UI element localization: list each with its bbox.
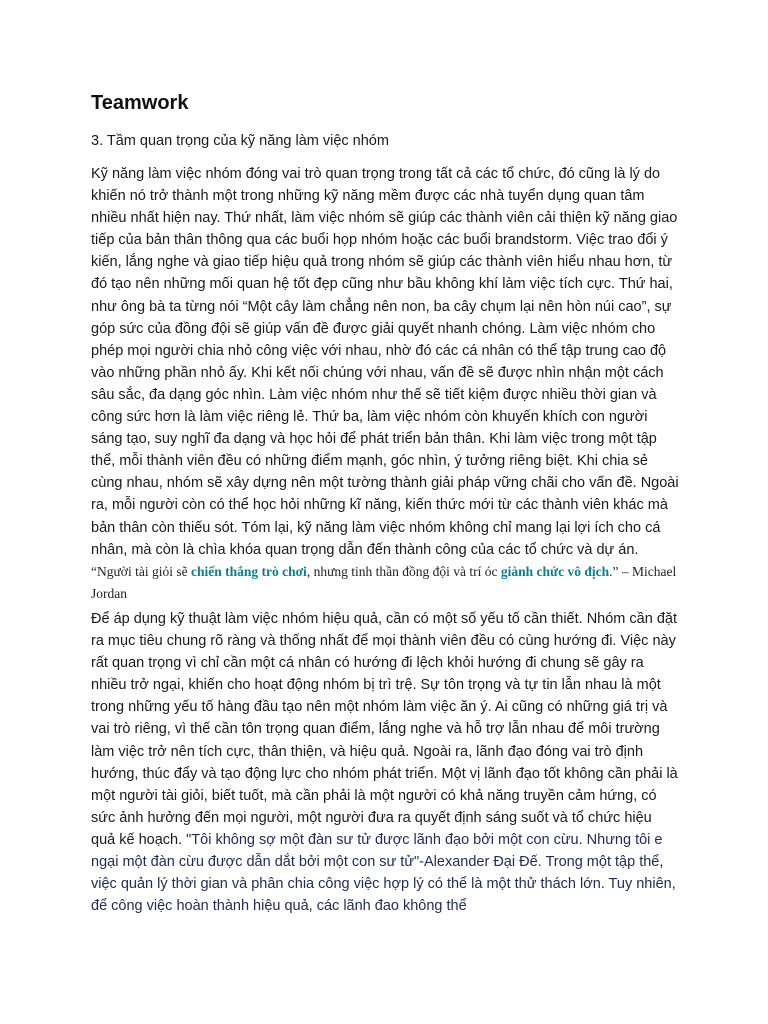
quote-highlight: chiến thắng trò chơi <box>190 563 307 579</box>
quote-highlight: giành chức vô địch <box>500 563 610 579</box>
paragraph-importance <box>91 163 679 605</box>
paragraph-body: Để áp dụng kỹ thuật làm việc nhóm hiệu quả, cần có một số yếu tố cần thiết. Nhóm cần đặt ra mục tiêu chung rõ ràng và thống nhất để mọi thành viên đều có cùng hướng đi. Việc này rất quan trọng vì chỉ cần một cá nhân có hướng đi lệch khỏi hướng đi chung sẽ gây ra nhiều trở ngại, khiến cho hoạt động nhóm bị trì trệ. Sự tôn trọng và tự tin lẫn nhau là một trong những yếu tố hàng đầu tạo nên một nhóm làm việc ăn ý. Ai cũng có những giá trị và vai trò riêng, vì thế cần tôn trọng quan điểm, lắng nghe và hỗ trợ lẫn nhau để môi trường làm việc trở nên tích cực, thân thiện, và hiệu quả. Ngoài ra, lãnh đạo đóng vai trò định hướng, thúc đẩy và tạo động lực cho nhóm phát triển. Một vị lãnh đạo tốt không cần phải là một người tài giỏi, biết tuốt, mà cần phải là một người có khả năng truyền cảm hứng, có sức ảnh hưởng đến mọi người, một người đưa ra quyết định sáng suốt và tổ chức hiệu quả kế hoạch. <box>91 611 678 848</box>
quote-text: “Người tài giỏi sẽ <box>91 563 191 579</box>
paragraph-body-continued: "Tôi không sợ một đàn sư tử được lãnh đạo bởi một con cừu. Nhưng tôi e ngại một đàn cừu được dẫn dắt bởi một con sư tử"-Alexander Đại Đế. Trong một tập thể, việc quản lý thời gian và phân chia công việc hợp lý có thể là một thử thách lớn. Tuy nhiên, để công việc hoàn thành hiệu quả, các lãnh đao không thể <box>91 831 676 915</box>
paragraph-body: Kỹ năng làm việc nhóm đóng vai trò quan trọng trong tất cả các tổ chức, đó cũng là lý do khiến nó trở thành một trong những kỹ năng mềm được các nhà tuyển dụng quan tâm nhiều nhất hiện nay. Thứ nhất, làm việc nhóm sẽ giúp các thành viên cải thiện kỹ năng giao tiếp của bản thân thông qua các buổi họp nhóm hoặc các buổi brandstorm. Việc trao đổi ý kiến, lắng nghe và giao tiếp hiệu quả trong nhóm sẽ giúp các thành viên hiểu nhau hơn, từ đó tạo nên những mối quan hệ tốt đẹp cũng như bầu không khí làm việc tích cực. Thứ hai, như ông bà ta từng nói “Một cây làm chẳng nên non, ba cây chụm lại nên hòn núi cao”, sự góp sức của đồng đội sẽ giúp vấn đề được giải quyết nhanh chóng. Làm việc nhóm cho phép mọi người chia nhỏ công việc với nhau, nhờ đó các cá nhân có thể tập trung cao độ vào những phần nhỏ ấy. Khi kết nối chúng với nhau, vấn đề sẽ được nhìn nhận một cách sâu sắc, đa dạng góc nhìn. Làm việc nhóm như thế sẽ tiết kiệm được nhiều thời gian và công sức hơn là làm việc riêng lẻ. Thứ ba, làm việc nhóm còn khuyến khích con người sáng tạo, suy nghĩ đa dạng và học hỏi để phát triển bản thân. Khi làm việc trong một tập thể, mỗi thành viên đều có những điểm mạnh, góc nhìn, ý tưởng riêng biệt. Khi chia sẻ cùng nhau, nhóm sẽ xây dựng nên một tường thành giải pháp vững chãi cho vấn đề. Ngoài ra, mỗi người còn có thể học hỏi những kĩ năng, kiến thức mới từ các thành viên khác mà bản thân còn thiếu sót. Tóm lại, kỹ năng làm việc nhóm không chỉ mang lại lợi ích cho cá nhân, mà còn là chìa khóa quan trọng dẫn đến thành công của các tổ chức và dự án. <box>91 166 679 558</box>
quote-text: , nhưng tinh thần đồng đội và trí óc <box>306 563 501 579</box>
quote-attribution: .” – Michael Jordan <box>91 563 677 601</box>
document-title: Teamwork <box>91 92 189 114</box>
paragraph-application <box>91 608 679 917</box>
section-heading: 3. Tầm quan trọng của kỹ năng làm việc nhóm <box>91 133 389 149</box>
